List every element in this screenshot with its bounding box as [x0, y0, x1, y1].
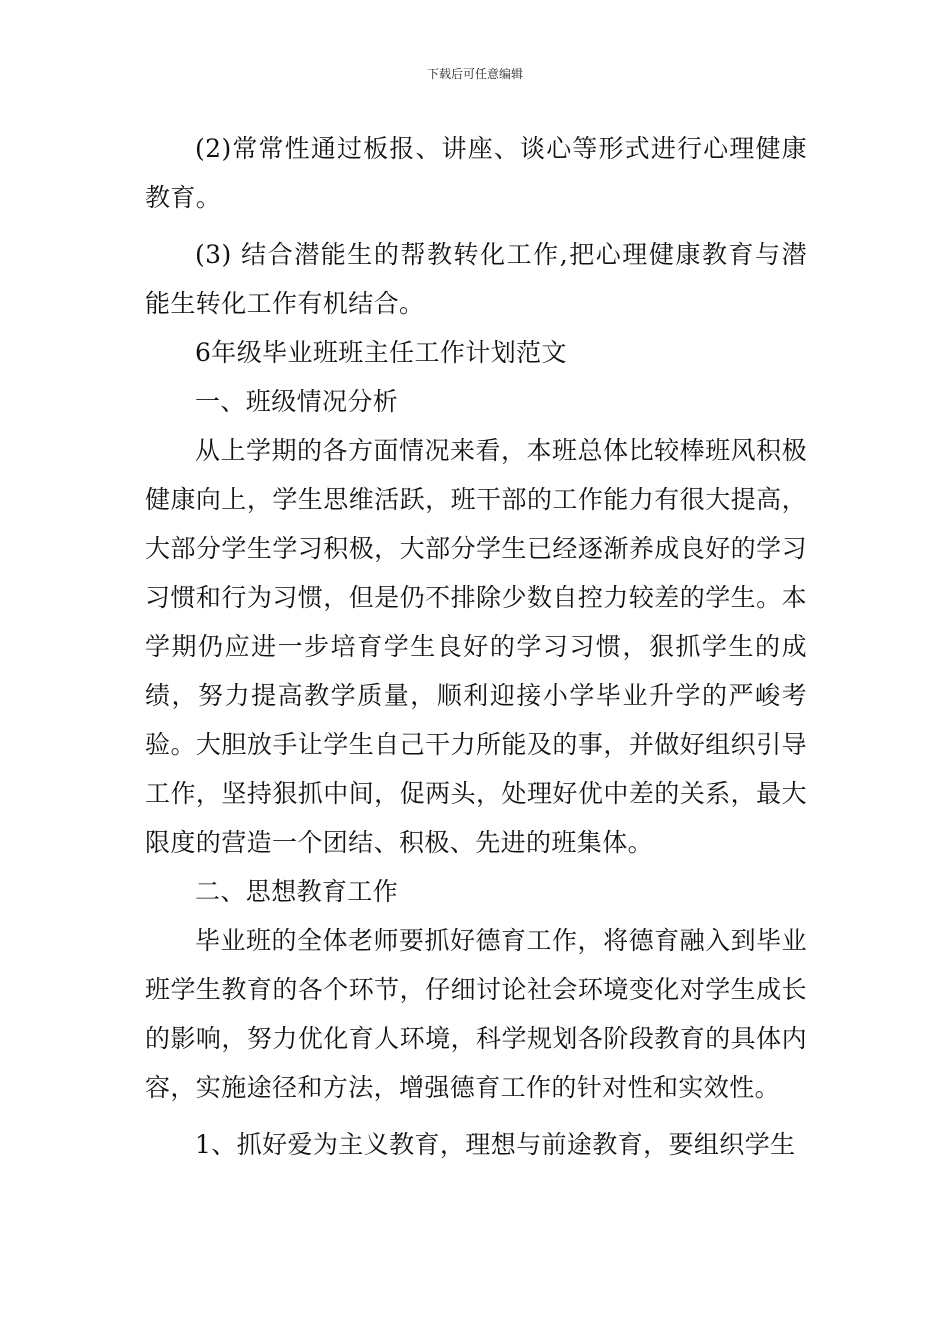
paragraph-class-analysis: 从上学期的各方面情况来看，本班总体比较棒班风积极健康向上，学生思维活跃，班干部的工作能力有很大提高，大部分学生学习积极，大部分学生已经逐渐养成良好的学习习惯和行为习惯，但是仍不排除少数自控力较差的学生。本学期仍应进一步培育学生良好的学习习惯，狠抓学生的成绩，努力提高教学质量，顺利迎接小学毕业升学的严峻考验。大胆放手让学生自己干力所能及的事，并做好组织引导工作，坚持狠抓中间，促两头，处理好优中差的关系，最大限度的营造一个团结、积极、先进的班集体。 [145, 436, 807, 857]
heading-moral-education: 二、思想教育工作 [195, 877, 399, 906]
paragraph-item-3: (3) 结合潜能生的帮教转化工作,把心理健康教育与潜能生转化工作有机结合。 [145, 240, 807, 318]
heading-class-analysis: 一、班级情况分析 [195, 387, 399, 416]
paragraph-moral-education: 毕业班的全体老师要抓好德育工作，将德育融入到毕业班学生教育的各个环节，仔细讨论社会环境变化对学生成长的影响，努力优化育人环境，科学规划各阶段教育的具体内容，实施途径和方法，增强德育工作的针对性和实效性。 [145, 926, 807, 1102]
section-title: 6年级毕业班班主任工作计划范文 [195, 338, 567, 367]
paragraph-point-1: 1、抓好爱为主义教育，理想与前途教育，要组织学生 [195, 1130, 796, 1159]
page-header: 下载后可任意编辑 [426, 67, 523, 81]
paragraph-item-2: (2)常常性通过板报、讲座、谈心等形式进行心理健康教育。 [145, 134, 807, 212]
document-body [145, 124, 807, 1169]
